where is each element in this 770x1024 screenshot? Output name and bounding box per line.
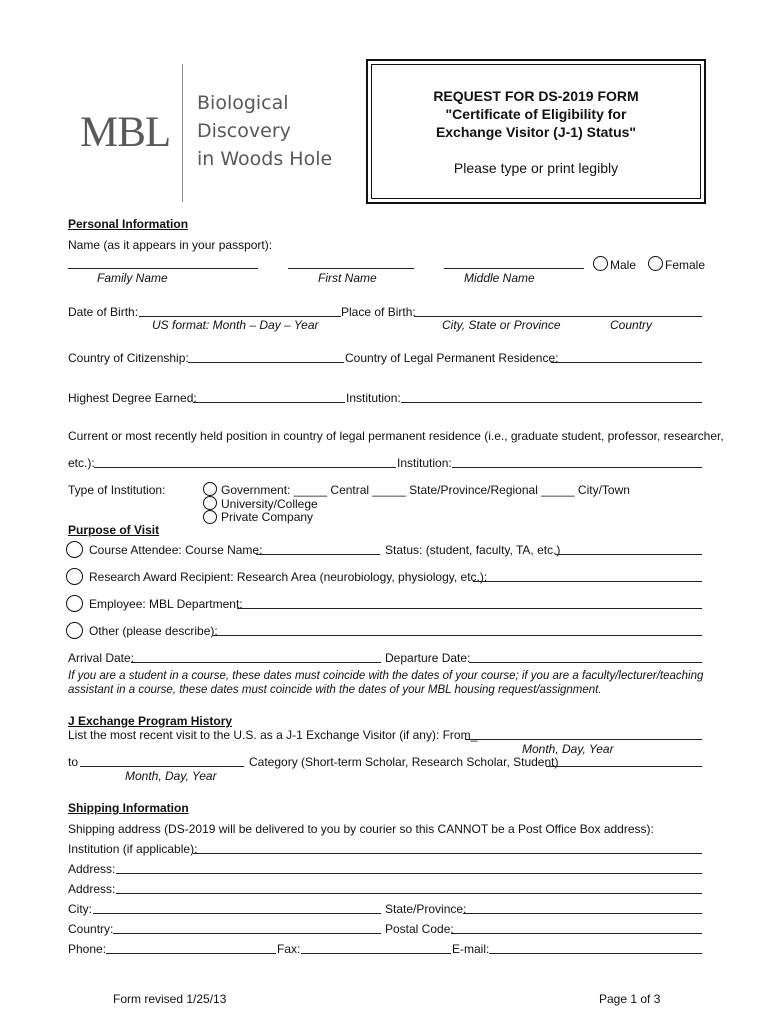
department-label: Employee: MBL Department: — [89, 597, 243, 611]
visit-to-hint: Month, Day, Year — [125, 769, 217, 783]
phone-field[interactable] — [106, 953, 276, 954]
logo-line-1: Biological — [197, 92, 289, 114]
form-revised-date: Form revised 1/25/13 — [113, 992, 227, 1006]
male-label: Male — [610, 258, 637, 272]
email-field[interactable] — [489, 953, 702, 954]
fax-label: Fax: — [277, 942, 301, 956]
university-radio[interactable] — [203, 496, 217, 510]
family-name-caption: Family Name — [97, 271, 168, 285]
history-heading: J Exchange Program History — [68, 714, 233, 728]
residence-field[interactable] — [551, 362, 702, 363]
address-1-field[interactable] — [116, 873, 702, 874]
pob-label: Place of Birth: — [341, 305, 416, 319]
other-field[interactable] — [213, 635, 702, 636]
arrival-label: Arrival Date: — [68, 651, 135, 665]
address-2-field[interactable] — [116, 893, 702, 894]
position-label: Current or most recently held position in country of legal permanent residence (i.e., graduate student, professor, researcher, — [68, 429, 724, 443]
postal-code-label: Postal Code: — [385, 922, 454, 936]
country-field[interactable] — [113, 933, 381, 934]
mbl-logo: MBL — [80, 109, 171, 156]
phone-label: Phone: — [68, 942, 107, 956]
first-name-field[interactable] — [288, 268, 414, 269]
recent-visit-label: List the most recent visit to the U.S. as a J-1 Exchange Visitor (if any): From_ — [68, 728, 478, 742]
fax-field[interactable] — [301, 953, 451, 954]
degree-institution-label: Institution: — [346, 391, 401, 405]
postal-code-field[interactable] — [451, 933, 702, 934]
address-1-label: Address: — [68, 862, 116, 876]
category-field[interactable] — [546, 766, 702, 767]
employee-radio[interactable] — [66, 595, 83, 612]
city-label: City: — [68, 902, 92, 916]
pob-country-hint: Country — [610, 318, 653, 332]
other-radio[interactable] — [66, 622, 83, 639]
shipping-address-note: Shipping address (DS-2019 will be delivered to you by courier so this CANNOT be a Post Office Box address): — [68, 822, 654, 836]
category-label: Category (Short-term Scholar, Research Scholar, Student) — [249, 755, 559, 769]
institution-type-label: Type of Institution: — [68, 483, 166, 497]
course-status-field[interactable] — [555, 554, 702, 555]
visit-to-field[interactable] — [80, 766, 244, 767]
personal-heading: Personal Information — [68, 217, 189, 231]
position-institution-label: Institution: — [397, 456, 452, 470]
address-2-label: Address: — [68, 882, 116, 896]
private-company-option: Private Company — [221, 510, 314, 524]
residence-label: Country of Legal Permanent Residence: — [345, 351, 559, 365]
country-label: Country: — [68, 922, 114, 936]
degree-institution-field[interactable] — [401, 402, 702, 403]
course-name-field[interactable] — [256, 554, 380, 555]
city-field[interactable] — [93, 913, 381, 914]
state-label: State/Province: — [385, 902, 467, 916]
research-area-field[interactable] — [473, 581, 702, 582]
visit-to-label: to — [68, 755, 79, 769]
form-title-line-2: "Certificate of Eligibility for — [445, 106, 627, 122]
degree-label: Highest Degree Earned: — [68, 391, 197, 405]
visit-from-hint: Month, Day, Year — [522, 742, 614, 756]
female-label: Female — [665, 258, 706, 272]
government-option: Government: _____ Central _____ State/Province/Regional _____ City/Town — [221, 483, 630, 497]
dob-format-hint: US format: Month – Day – Year — [152, 318, 319, 332]
pob-field[interactable] — [414, 316, 702, 317]
shipping-institution-label: Institution (if applicable): — [68, 842, 198, 856]
female-radio[interactable] — [648, 256, 663, 271]
state-field[interactable] — [463, 913, 702, 914]
first-name-caption: First Name — [318, 271, 377, 285]
middle-name-field[interactable] — [444, 268, 584, 269]
form-title-line-3: Exchange Visitor (J-1) Status" — [435, 124, 637, 140]
position-etc-label: etc.): — [68, 456, 95, 470]
logo-line-2: Discovery — [197, 120, 291, 142]
shipping-institution-field[interactable] — [193, 853, 702, 854]
private-company-radio[interactable] — [203, 510, 217, 524]
dates-note-line-2: assistant in a course, these dates must coincide with the dates of your MBL housing request/assignment. — [68, 684, 602, 696]
department-field[interactable] — [237, 608, 702, 609]
purpose-heading: Purpose of Visit — [68, 523, 160, 537]
citizenship-label: Country of Citizenship: — [68, 351, 189, 365]
course-attendee-radio[interactable] — [66, 541, 83, 558]
logo-divider — [182, 64, 183, 202]
departure-field[interactable] — [469, 662, 702, 663]
university-option: University/College — [221, 497, 318, 511]
course-name-label: Course Attendee: Course Name: — [89, 543, 263, 557]
other-label: Other (please describe): — [89, 624, 218, 638]
degree-field[interactable] — [193, 402, 345, 403]
middle-name-caption: Middle Name — [464, 271, 535, 285]
dob-label: Date of Birth: — [68, 305, 139, 319]
arrival-field[interactable] — [131, 662, 381, 663]
dob-field[interactable] — [139, 316, 341, 317]
research-award-radio[interactable] — [66, 568, 83, 585]
page-number: Page 1 of 3 — [599, 992, 661, 1006]
family-name-field[interactable] — [68, 268, 258, 269]
form-subtitle: Please type or print legibly — [453, 160, 619, 176]
email-label: E-mail: — [452, 942, 490, 956]
dates-note-line-1: If you are a student in a course, these dates must coincide with the dates of your course; if you are a faculty/lecturer/teaching — [68, 670, 704, 682]
course-status-label: Status: (student, faculty, TA, etc.) — [385, 543, 561, 557]
form-title: REQUEST FOR DS-2019 FORM — [433, 88, 639, 104]
departure-label: Departure Date: — [385, 651, 471, 665]
position-field[interactable] — [94, 467, 396, 468]
logo-line-3: in Woods Hole — [197, 148, 333, 170]
male-radio[interactable] — [593, 256, 608, 271]
government-radio[interactable] — [203, 482, 217, 496]
pob-city-hint: City, State or Province — [442, 318, 561, 332]
research-area-label: Research Award Recipient: Research Area (neurobiology, physiology, etc.): — [89, 570, 488, 584]
position-institution-field[interactable] — [452, 467, 702, 468]
citizenship-field[interactable] — [188, 362, 344, 363]
shipping-heading: Shipping Information — [68, 801, 189, 815]
name-label: Name (as it appears in your passport): — [68, 238, 273, 252]
visit-from-field[interactable] — [465, 739, 702, 740]
